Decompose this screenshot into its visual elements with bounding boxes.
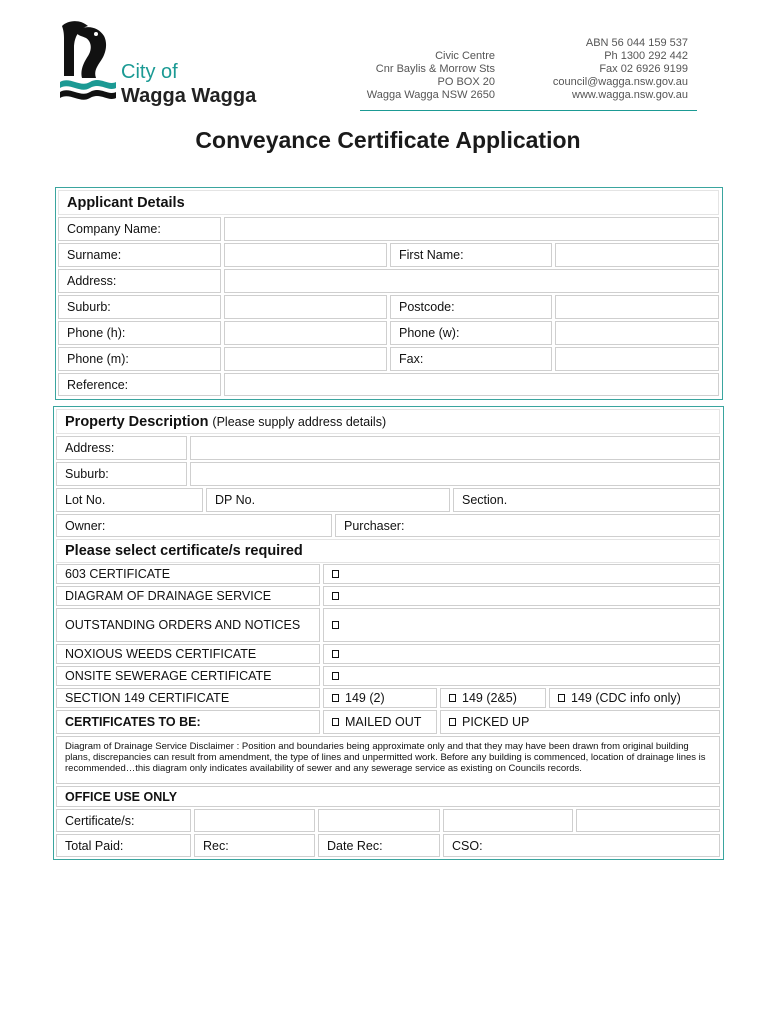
property-heading-text: Property Description (65, 413, 209, 430)
rec-field[interactable]: Rec: (194, 834, 315, 857)
mailed-out-checkbox[interactable] (323, 710, 437, 734)
first-name-label: First Name: (390, 243, 552, 267)
letterhead (0, 0, 770, 120)
phone-text: Ph 1300 292 442 (604, 50, 688, 62)
office-certificates-label: Certificate/s: (56, 809, 191, 832)
office-use-heading: OFFICE USE ONLY (56, 786, 720, 807)
page-title: Conveyance Certificate Application (195, 127, 581, 153)
surname-label: Surname: (58, 243, 221, 267)
email-text: council@wagga.nsw.gov.au (552, 76, 688, 88)
option-label: 149 (2&5) (462, 691, 517, 705)
dp-number-field[interactable]: DP No. (206, 488, 450, 512)
checkbox-icon (332, 592, 339, 600)
property-heading (56, 409, 720, 434)
fax-text: Fax 02 6926 9199 (599, 63, 688, 75)
property-address-field[interactable] (190, 436, 720, 460)
phone-home-label: Phone (h): (58, 321, 221, 345)
address-line: Cnr Baylis & Morrow Sts (375, 63, 495, 75)
address-line: PO BOX 20 (437, 76, 495, 88)
date-rec-field[interactable]: Date Rec: (318, 834, 440, 857)
checkbox-icon (332, 718, 339, 726)
postcode-label: Postcode: (390, 295, 552, 319)
phone-home-field[interactable] (224, 321, 387, 345)
applicant-heading: Applicant Details (58, 190, 719, 215)
checkbox-icon (332, 570, 339, 578)
property-address-label: Address: (56, 436, 187, 460)
certificate-603-checkbox[interactable] (323, 564, 720, 584)
checkbox-icon (449, 694, 456, 702)
reference-label: Reference: (58, 373, 221, 396)
section-149-2-checkbox[interactable] (323, 688, 437, 708)
fax-field[interactable] (555, 347, 719, 371)
checkbox-icon (332, 694, 339, 702)
option-label: PICKED UP (462, 715, 530, 729)
abn-text: ABN 56 044 159 537 (585, 37, 688, 49)
checkbox-icon (332, 672, 339, 680)
property-description-section (53, 406, 724, 860)
address-label: Address: (58, 269, 221, 293)
lot-number-field[interactable]: Lot No. (56, 488, 203, 512)
reference-field[interactable] (224, 373, 719, 396)
certificates-to-be-label: CERTIFICATES TO BE: (56, 710, 320, 734)
outstanding-orders-checkbox[interactable] (323, 608, 720, 642)
company-name-label: Company Name: (58, 217, 221, 241)
postcode-field[interactable] (555, 295, 719, 319)
option-label: 149 (2) (345, 691, 385, 705)
postal-address (367, 50, 495, 102)
drainage-diagram-label: DIAGRAM OF DRAINAGE SERVICE (56, 586, 320, 606)
option-label: 149 (CDC info only) (571, 691, 681, 705)
checkbox-icon (332, 621, 339, 629)
total-paid-field[interactable]: Total Paid: (56, 834, 191, 857)
header-divider (360, 110, 697, 111)
purchaser-field[interactable]: Purchaser: (335, 514, 720, 537)
fax-label: Fax: (390, 347, 552, 371)
office-certificates-field-1[interactable] (194, 809, 315, 832)
contact-details (553, 37, 688, 102)
section-149-label: SECTION 149 CERTIFICATE (56, 688, 320, 708)
property-heading-note: (Please supply address details) (212, 414, 387, 429)
cso-field[interactable]: CSO: (443, 834, 720, 857)
drainage-diagram-checkbox[interactable] (323, 586, 720, 606)
owner-field[interactable]: Owner: (56, 514, 332, 537)
section-field[interactable]: Section. (453, 488, 720, 512)
certificate-603-label: 603 CERTIFICATE (56, 564, 320, 584)
section-149-cdc-checkbox[interactable] (549, 688, 720, 708)
applicant-details-section (55, 187, 723, 400)
phone-mobile-field[interactable] (224, 347, 387, 371)
company-name-field[interactable] (224, 217, 719, 241)
office-certificates-field-3[interactable] (443, 809, 573, 832)
office-certificates-field-2[interactable] (318, 809, 440, 832)
noxious-weeds-checkbox[interactable] (323, 644, 720, 664)
onsite-sewerage-checkbox[interactable] (323, 666, 720, 686)
council-name (121, 60, 256, 108)
address-line: Civic Centre (435, 50, 495, 62)
office-certificates-field-4[interactable] (576, 809, 720, 832)
checkbox-icon (449, 718, 456, 726)
onsite-sewerage-label: ONSITE SEWERAGE CERTIFICATE (56, 666, 320, 686)
property-suburb-label: Suburb: (56, 462, 187, 486)
address-line: Wagga Wagga NSW 2650 (366, 89, 495, 101)
checkbox-icon (332, 650, 339, 658)
suburb-label: Suburb: (58, 295, 221, 319)
logo-city-text: City of (121, 61, 178, 83)
address-field[interactable] (224, 269, 719, 293)
certificates-heading: Please select certificate/s required (56, 539, 720, 563)
suburb-field[interactable] (224, 295, 387, 319)
noxious-weeds-label: NOXIOUS WEEDS CERTIFICATE (56, 644, 320, 664)
picked-up-checkbox[interactable] (440, 710, 720, 734)
phone-work-field[interactable] (555, 321, 719, 345)
checkbox-icon (558, 694, 565, 702)
option-label: MAILED OUT (345, 715, 422, 729)
logo-name-text: Wagga Wagga (121, 85, 257, 107)
section-149-2-5-checkbox[interactable] (440, 688, 546, 708)
website-text: www.wagga.nsw.gov.au (572, 89, 688, 101)
phone-work-label: Phone (w): (390, 321, 552, 345)
council-logo-icon (58, 18, 118, 106)
surname-field[interactable] (224, 243, 387, 267)
phone-mobile-label: Phone (m): (58, 347, 221, 371)
drainage-disclaimer: Diagram of Drainage Service Disclaimer : Position and boundaries being approximate only and that they may have been drawn from original building plans, discrepancies can result from amendment, the type of lines and unpermitted work. Before any building is commenced, location of drainage lines is recommended…this diagram only indicates availability of sewer and any sewerage service as existing on Councils records. (56, 736, 720, 784)
first-name-field[interactable] (555, 243, 719, 267)
outstanding-orders-label: OUTSTANDING ORDERS AND NOTICES (56, 608, 320, 642)
property-suburb-field[interactable] (190, 462, 720, 486)
